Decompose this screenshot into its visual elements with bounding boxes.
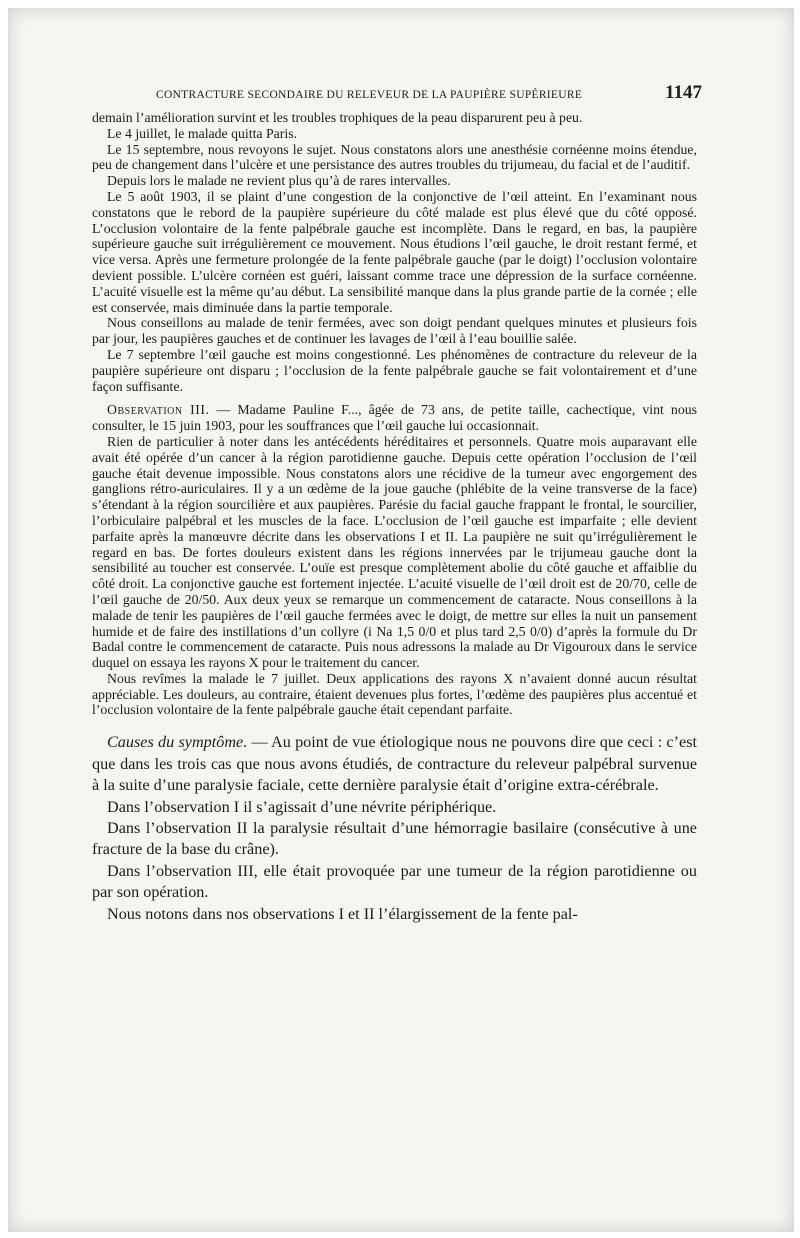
observation-first: — Madame Pauline F..., âgée de 73 ans, de petite taille, cachectique, vint nous consulter, le 15 juin 1903, pour les souffrances que l’œil gauche lui occasionnait. — [92, 402, 697, 434]
paragraph: Nous revîmes la malade le 7 juillet. Deux applications des rayons X n’avaient donné aucun résultat appréciable. Les douleurs, au contraire, étaient devenues plus fortes, l’œdème des paupières plus accentué et l’occlusion volontaire de la fente palpébrale gauche était cependant parfaite. — [92, 670, 697, 718]
causes-title: Causes du symptôme. — [107, 733, 248, 752]
observation-intro — [92, 402, 697, 434]
causes-intro-text: — Au point de vue étiologique nous ne pouvons dire que ceci : c’est que dans les trois cas que nous avons étudiés, de contracture du releveur palpébral survenue à la suite d’une paralysie faciale, cette dernière paralysie était d’origine extra-cérébrale. — [92, 733, 697, 795]
paragraph: Depuis lors le malade ne revient plus qu’à de rares intervalles. — [107, 173, 451, 189]
paragraph: Dans l’observation II la paralysie résultait d’une hémorragie basilaire (consécutive à une fracture de la base du crâne). — [92, 818, 697, 859]
paragraph: Le 15 septembre, nous revoyons le sujet. Nous constatons alors une anesthésie cornéenne moins étendue, peu de changement dans l’ulcère et une persistance des autres troubles du trijumeau, du facial et de l’auditif. — [92, 141, 697, 173]
paragraph: Nous notons dans nos observations I et II l’élargissement de la fente pal- — [107, 904, 578, 923]
body-text — [92, 110, 697, 925]
causes-intro — [92, 732, 697, 796]
paragraph: demain l’amélioration survint et les troubles trophiques de la peau disparurent peu à peu. — [92, 110, 583, 125]
page-number: 1147 — [665, 82, 702, 103]
paragraph: Le 4 juillet, le malade quitta Paris. — [107, 125, 298, 141]
paragraph: Rien de particulier à noter dans les antécédents héréditaires et personnels. Quatre mois auparavant elle avait été opérée d’un cancer à la région parotidienne gauche. Depuis cette opération l’occlusion de l’œil gauche était devenue impossible. Nous constatons alors une récidive de la tumeur avec engorgement des ganglions rétro-auriculaires. Il y a un œdème de la joue gauche (phlébite de la veine transverse de la face) s’étendant à la région sourcilière et aux paupières. Parésie du facial gauche frappant le frontal, le sourcilier, l’orbiculaire palpébral et les muscles de la face. L’occlusion de l’œil gauche est imparfaite ; elle devient parfaite après la manœuvre décrite dans les observations I et II. La paupière ne suit qu’irrégulièrement le regard en bas. De fortes douleurs existent dans les régions innervées par le trijumeau gauche dont la sensibilité au toucher est conservée. L’ouïe est presque complètement abolie du côté gauche et affaiblie du côté droit. La conjonctive gauche est fortement injectée. L’acuité visuelle de l’œil droit est de 20/70, celle de l’œil gauche de 20/50. Aux deux yeux se remarque un commencement de cataracte. Nous conseillons à la malade de tenir les paupières de l’œil gauche fermées avec le doigt, de mettre sur elles la nuit un pansement humide et de faire des instillations d’un collyre (i Na 1,5 0/0 et plus tard 2,5 0/0) d’après la formule du Dr Badal contre le commencement de cataracte. Puis nous adressons la malade au Dr Vigouroux dans le service duquel on essaya les rayons X pour le traitement du cancer. — [92, 433, 697, 671]
causes-section — [92, 732, 697, 925]
running-title: CONTRACTURE SECONDAIRE DU RELEVEUR DE LA PAUPIÈRE SUPÉRIEURE — [156, 89, 583, 101]
paragraph: Dans l’observation I il s’agissait d’une névrite périphérique. — [107, 797, 497, 816]
observation-label: Observation III. — [107, 402, 210, 418]
paragraph: Dans l’observation III, elle était provoquée par une tumeur de la région parotidienne ou par son opération. — [92, 861, 697, 902]
running-header — [156, 82, 702, 104]
paragraph: Nous conseillons au malade de tenir fermées, avec son doigt pendant quelques minutes et plusieurs fois par jour, les paupières gauches et de continuer les lavages de l’œil à l’eau bouillie salée. — [92, 315, 697, 347]
paragraph: Le 5 août 1903, il se plaint d’une congestion de la conjonctive de l’œil atteint. En l’examinant nous constatons que le rebord de la paupière supérieure du côté malade est plus élevé que du côté opposé. L’occlusion volontaire de la fente palpébrale gauche est incomplète. Dans le regard, en bas, la paupière supérieure gauche suit irrégulièrement ce mouvement. Nous étudions l’œil gauche, le droit restant fermé, et vice versa. Après une fermeture prolongée de la fente palpébrale gauche (par le doigt) l’occlusion volontaire devient possible. L’ulcère cornéen est guéri, laissant comme trace une dépression de la surface cornéenne. L’acuité visuelle est la même qu’au début. La sensibilité manque dans la plus grande partie de la cornée ; elle est conservée, mais diminuée dans la partie temporale. — [92, 188, 697, 315]
paragraph: Le 7 septembre l’œil gauche est moins congestionné. Les phénomènes de contracture du releveur de la paupière supérieure ont disparu ; l’occlusion de la fente palpébrale gauche se fait volontairement et d’une façon suffisante. — [92, 346, 697, 394]
observation-iii — [92, 402, 697, 718]
